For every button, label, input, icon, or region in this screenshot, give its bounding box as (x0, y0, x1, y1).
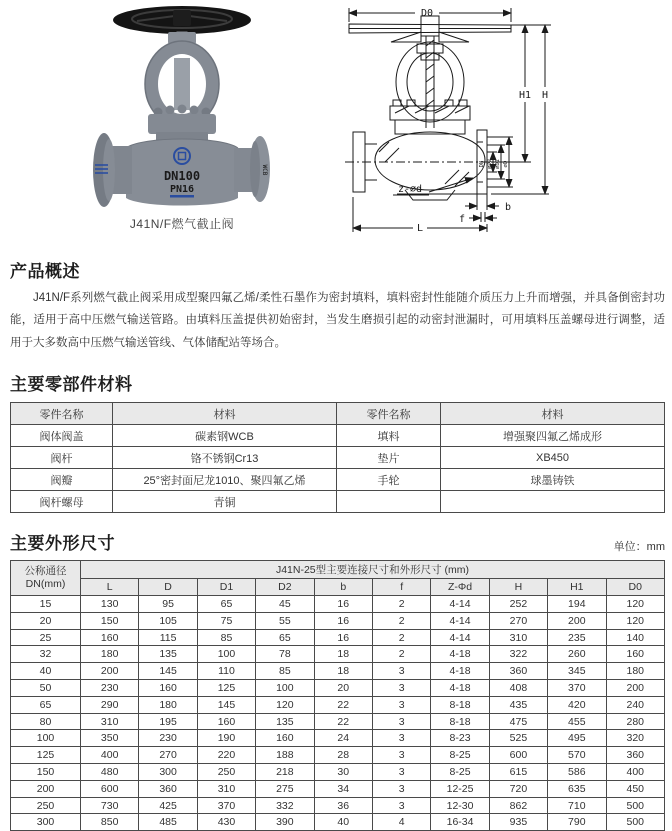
table-cell: 500 (606, 814, 664, 831)
table-row (11, 696, 665, 713)
valve-photo-figure (62, 2, 302, 232)
dim-label-h: H (541, 90, 549, 101)
dim-label-l: L (416, 223, 424, 234)
table-cell: 235 (548, 629, 606, 646)
table-cell: 615 (489, 764, 547, 781)
table-cell: XB450 (441, 447, 665, 469)
table-cell: 4-14 (431, 596, 489, 613)
dim-label-zod: z-∅d (397, 184, 423, 195)
table-cell: 480 (81, 764, 139, 781)
table-cell: 300 (139, 764, 197, 781)
table-cell: 130 (81, 596, 139, 613)
table-cell: 160 (606, 646, 664, 663)
table-cell: 310 (489, 629, 547, 646)
table-cell: 8-18 (431, 696, 489, 713)
table-cell: 垫片 (337, 447, 441, 469)
table-cell: 600 (81, 780, 139, 797)
table-row (11, 764, 665, 781)
table-cell: D1 (197, 579, 255, 596)
table-cell: 310 (81, 713, 139, 730)
table-cell: 手轮 (337, 469, 441, 491)
table-cell: 16-34 (431, 814, 489, 831)
table-cell: 100 (256, 680, 314, 697)
table-cell: 4-18 (431, 680, 489, 697)
table-cell: 18 (314, 646, 372, 663)
table-cell: 190 (197, 730, 255, 747)
table-cell: 8-18 (431, 713, 489, 730)
table-row (11, 713, 665, 730)
table-cell: 200 (81, 663, 139, 680)
table-cell: 45 (256, 596, 314, 613)
table-cell: 790 (548, 814, 606, 831)
table-cell: 110 (197, 663, 255, 680)
photo-caption: J41N/F燃气截止阀 (129, 217, 235, 231)
table-cell: 280 (606, 713, 664, 730)
table-cell: 600 (489, 747, 547, 764)
table-cell: 80 (11, 713, 81, 730)
table-cell: 586 (548, 764, 606, 781)
materials-table (10, 402, 665, 513)
table-cell: 阀体阀盖 (11, 425, 113, 447)
table-row (11, 629, 665, 646)
dimensions-group-header: J41N-25型主要连接尺寸和外形尺寸 (mm) (81, 561, 665, 579)
table-cell: 铬不锈钢Cr13 (113, 447, 337, 469)
table-cell: 188 (256, 747, 314, 764)
table-cell: 635 (548, 780, 606, 797)
table-cell: 零件名称 (337, 403, 441, 425)
table-cell: 36 (314, 797, 372, 814)
dim-label-b: b (505, 202, 512, 213)
table-cell: 370 (548, 680, 606, 697)
table-cell: 360 (606, 747, 664, 764)
materials-header-row (11, 403, 665, 425)
table-cell: 115 (139, 629, 197, 646)
table-cell: 22 (314, 696, 372, 713)
dn-column-header (11, 561, 81, 596)
table-cell: 75 (197, 612, 255, 629)
table-cell: 195 (139, 713, 197, 730)
table-cell: 350 (81, 730, 139, 747)
table-row (11, 663, 665, 680)
table-cell: 260 (548, 646, 606, 663)
table-cell: 8-25 (431, 747, 489, 764)
materials-body (11, 425, 665, 513)
table-cell: 4-18 (431, 646, 489, 663)
table-cell: 2 (372, 646, 430, 663)
table-cell: 碳素钢WCB (113, 425, 337, 447)
table-cell: 200 (548, 612, 606, 629)
table-cell: 435 (489, 696, 547, 713)
table-cell: 270 (139, 747, 197, 764)
table-cell: 290 (81, 696, 139, 713)
valve-photo-image (62, 2, 302, 208)
table-cell: 16 (314, 612, 372, 629)
table-cell: 30 (314, 764, 372, 781)
table-cell: 球墨铸铁 (441, 469, 665, 491)
table-row (11, 646, 665, 663)
table-cell: 345 (548, 663, 606, 680)
table-cell: 455 (548, 713, 606, 730)
dimensions-title: 主要外形尺寸 (10, 534, 115, 554)
table-cell: 2 (372, 629, 430, 646)
dim-label-dn: DN (479, 160, 485, 168)
table-row (11, 730, 665, 747)
table-cell: 40 (314, 814, 372, 831)
table-cell: 275 (256, 780, 314, 797)
table-cell: 材料 (441, 403, 665, 425)
table-cell: 180 (81, 646, 139, 663)
table-cell: 50 (11, 680, 81, 697)
table-cell: 100 (11, 730, 81, 747)
table-cell: 430 (197, 814, 255, 831)
dim-label-d2: ∅D2 (487, 159, 493, 169)
materials-title: 主要零部件材料 (10, 375, 133, 395)
table-cell (337, 491, 441, 513)
dimensions-group-header-row (11, 561, 665, 579)
table-cell: 125 (197, 680, 255, 697)
table-cell: 18 (314, 663, 372, 680)
table-cell: 485 (139, 814, 197, 831)
table-cell: 150 (11, 764, 81, 781)
table-cell: 935 (489, 814, 547, 831)
table-cell: 25°密封面尼龙1010、聚四氟乙烯 (113, 469, 337, 491)
dimensions-table (10, 560, 665, 831)
table-row (11, 797, 665, 814)
table-cell: 8-25 (431, 764, 489, 781)
table-cell: H (489, 579, 547, 596)
table-cell: f (372, 579, 430, 596)
table-cell: 28 (314, 747, 372, 764)
table-cell: 310 (197, 780, 255, 797)
table-cell: 3 (372, 764, 430, 781)
table-cell: 135 (256, 713, 314, 730)
table-cell: 862 (489, 797, 547, 814)
table-cell: 332 (256, 797, 314, 814)
table-cell: 78 (256, 646, 314, 663)
table-cell: 180 (139, 696, 197, 713)
table-cell: 65 (197, 596, 255, 613)
table-cell: 710 (548, 797, 606, 814)
table-cell: 12-30 (431, 797, 489, 814)
table-cell: 320 (606, 730, 664, 747)
table-row (11, 596, 665, 613)
table-cell: 20 (314, 680, 372, 697)
table-cell: 140 (606, 629, 664, 646)
table-cell: 850 (81, 814, 139, 831)
dimensions-subheader-row (11, 579, 665, 596)
table-cell: D (139, 579, 197, 596)
table-cell: 220 (197, 747, 255, 764)
dn-header-line2: DN(mm) (25, 578, 66, 591)
table-cell: 65 (11, 696, 81, 713)
table-cell: 阀瓣 (11, 469, 113, 491)
dn-header-line1: 公称通径 (24, 565, 67, 578)
overview-title: 产品概述 (10, 262, 80, 281)
table-cell: 3 (372, 780, 430, 797)
table-row (11, 425, 665, 447)
table-cell: 570 (548, 747, 606, 764)
table-cell: 145 (197, 696, 255, 713)
table-cell: 40 (11, 663, 81, 680)
table-cell: 120 (606, 612, 664, 629)
dim-label-h1: H1 (518, 90, 532, 101)
table-cell: D2 (256, 579, 314, 596)
table-cell: 16 (314, 596, 372, 613)
table-cell: 65 (256, 629, 314, 646)
table-cell: Z-Φd (431, 579, 489, 596)
table-cell: 25 (11, 629, 81, 646)
table-cell: 360 (139, 780, 197, 797)
dimensions-body (11, 596, 665, 831)
table-cell: 4-18 (431, 663, 489, 680)
table-cell: 15 (11, 596, 81, 613)
table-cell: 250 (11, 797, 81, 814)
table-cell: 24 (314, 730, 372, 747)
table-cell: 160 (81, 629, 139, 646)
table-cell: 180 (606, 663, 664, 680)
valve-drawing-figure (335, 2, 672, 245)
table-cell: 120 (256, 696, 314, 713)
dim-label-d: ∅D (503, 160, 509, 168)
table-cell: 370 (197, 797, 255, 814)
table-cell: 零件名称 (11, 403, 113, 425)
table-cell: 3 (372, 663, 430, 680)
table-cell: 408 (489, 680, 547, 697)
table-cell: 200 (606, 680, 664, 697)
table-cell: 16 (314, 629, 372, 646)
table-cell: D0 (606, 579, 664, 596)
table-cell: 95 (139, 596, 197, 613)
valve-drawing-image (335, 2, 672, 240)
table-cell: 2 (372, 612, 430, 629)
table-cell (441, 491, 665, 513)
table-cell: 22 (314, 713, 372, 730)
table-cell: L (81, 579, 139, 596)
table-cell: 4 (372, 814, 430, 831)
table-cell: 145 (139, 663, 197, 680)
table-cell: 55 (256, 612, 314, 629)
table-cell: 4-14 (431, 629, 489, 646)
table-cell: 425 (139, 797, 197, 814)
table-row (11, 814, 665, 831)
dim-label-f: f (459, 214, 466, 225)
table-row (11, 491, 665, 513)
table-cell: 252 (489, 596, 547, 613)
table-cell: 阀杆 (11, 447, 113, 469)
table-cell: 720 (489, 780, 547, 797)
table-cell: 150 (81, 612, 139, 629)
table-cell: 3 (372, 713, 430, 730)
table-cell: 8-23 (431, 730, 489, 747)
table-row (11, 612, 665, 629)
table-cell: 3 (372, 680, 430, 697)
table-cell: 420 (548, 696, 606, 713)
table-cell: b (314, 579, 372, 596)
table-cell: 105 (139, 612, 197, 629)
table-cell: 3 (372, 797, 430, 814)
table-cell: 4-14 (431, 612, 489, 629)
table-cell: 450 (606, 780, 664, 797)
table-cell: 495 (548, 730, 606, 747)
table-cell: 300 (11, 814, 81, 831)
table-cell: 360 (489, 663, 547, 680)
table-cell: 160 (197, 713, 255, 730)
table-cell: 400 (606, 764, 664, 781)
table-row (11, 747, 665, 764)
table-cell: 250 (197, 764, 255, 781)
table-cell: 135 (139, 646, 197, 663)
table-cell: 填料 (337, 425, 441, 447)
table-cell: 青铜 (113, 491, 337, 513)
table-cell: 12-25 (431, 780, 489, 797)
table-cell: 194 (548, 596, 606, 613)
table-cell: 322 (489, 646, 547, 663)
dim-label-d1: ∅D1 (495, 159, 501, 169)
table-cell: 400 (81, 747, 139, 764)
unit-label: 单位：mm (613, 541, 665, 554)
table-cell: 34 (314, 780, 372, 797)
table-cell: 390 (256, 814, 314, 831)
table-cell: 120 (606, 596, 664, 613)
table-row (11, 469, 665, 491)
table-cell: 730 (81, 797, 139, 814)
valve-dn-mark: DN100 (163, 169, 201, 183)
table-cell: H1 (548, 579, 606, 596)
table-cell: 218 (256, 764, 314, 781)
table-cell: 阀杆螺母 (11, 491, 113, 513)
table-cell: 270 (489, 612, 547, 629)
table-cell: 85 (256, 663, 314, 680)
table-cell: 材料 (113, 403, 337, 425)
overview-body: J41N/F系列燃气截止阀采用成型聚四氟乙烯/柔性石墨作为密封填料，填料密封性能随介质压力上升而增强，并具备倒密封功能，适用于高中压燃气输送管路。由填料压盖提供初始密封，当发生磨损引起的动密封泄漏时，可用填料压盖螺母进行调整，适用于大多数高中压燃气输送管线、气体储配站等场合。 (10, 292, 665, 349)
table-cell: 230 (139, 730, 197, 747)
table-cell: 230 (81, 680, 139, 697)
table-cell: 20 (11, 612, 81, 629)
table-cell: 3 (372, 747, 430, 764)
table-row (11, 447, 665, 469)
dim-label-d0: D0 (420, 8, 434, 19)
table-cell: 3 (372, 696, 430, 713)
table-row (11, 680, 665, 697)
content-area (0, 257, 672, 831)
table-cell: 100 (197, 646, 255, 663)
table-cell: 125 (11, 747, 81, 764)
table-cell: 2 (372, 596, 430, 613)
table-cell: 525 (489, 730, 547, 747)
table-cell: 240 (606, 696, 664, 713)
table-cell: 160 (139, 680, 197, 697)
table-cell: 475 (489, 713, 547, 730)
table-cell: 500 (606, 797, 664, 814)
figures-row (0, 0, 672, 243)
table-cell: 160 (256, 730, 314, 747)
valve-wcb-mark: WCB (261, 164, 268, 176)
table-cell: 200 (11, 780, 81, 797)
table-cell: 32 (11, 646, 81, 663)
table-cell: 85 (197, 629, 255, 646)
table-cell: 增强聚四氟乙烯成形 (441, 425, 665, 447)
table-cell: 3 (372, 730, 430, 747)
valve-pn-mark: PN16 (169, 184, 195, 195)
